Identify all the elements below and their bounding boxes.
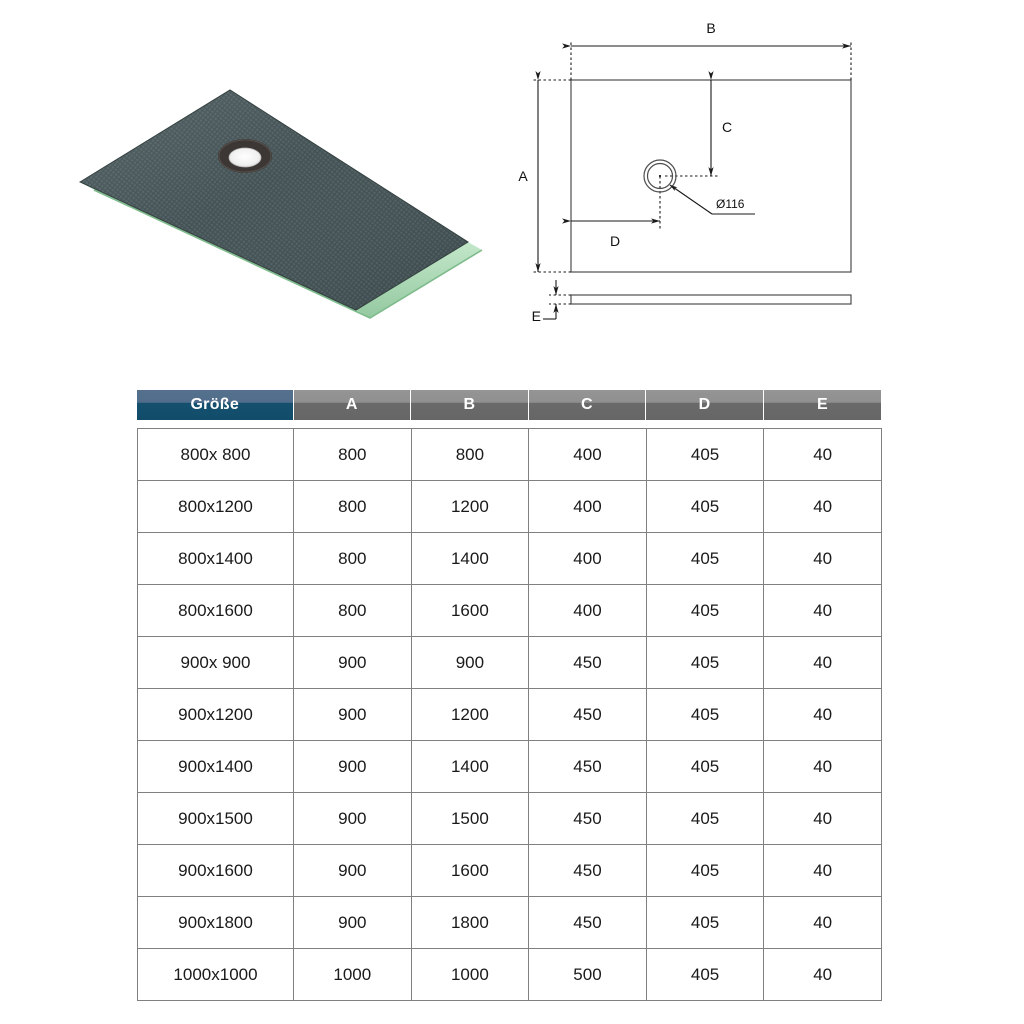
dim-label-a: A: [518, 168, 528, 184]
cell-e: 40: [764, 949, 882, 1001]
table-row: [138, 585, 882, 637]
cell-b: 1600: [411, 845, 529, 897]
cell-size: 900x 900: [138, 637, 294, 689]
column-header-c: C: [528, 390, 646, 420]
table-row: [138, 689, 882, 741]
cell-c: 500: [529, 949, 647, 1001]
cell-a: 800: [294, 429, 412, 481]
cell-c: 450: [529, 689, 647, 741]
column-header-size: Größe: [137, 390, 293, 420]
cell-b: 800: [411, 429, 529, 481]
cell-d: 405: [646, 689, 764, 741]
cell-d: 405: [646, 741, 764, 793]
cell-e: 40: [764, 637, 882, 689]
technical-drawing: [505, 8, 905, 348]
dim-label-diameter: Ø116: [716, 197, 745, 211]
column-header-b: B: [411, 390, 529, 420]
column-header-e: E: [763, 390, 881, 420]
cell-c: 450: [529, 897, 647, 949]
cell-a: 800: [294, 585, 412, 637]
cell-e: 40: [764, 533, 882, 585]
cell-a: 900: [294, 637, 412, 689]
cell-b: 1400: [411, 741, 529, 793]
table-row: [138, 533, 882, 585]
cell-b: 1600: [411, 585, 529, 637]
spec-table-header: [137, 390, 881, 420]
cell-b: 1500: [411, 793, 529, 845]
cell-a: 900: [294, 897, 412, 949]
cell-d: 405: [646, 533, 764, 585]
specification-table: [137, 390, 881, 1001]
table-row: [138, 741, 882, 793]
cell-size: 800x1400: [138, 533, 294, 585]
cell-size: 800x1600: [138, 585, 294, 637]
table-header-row: [137, 390, 881, 420]
cell-e: 40: [764, 481, 882, 533]
cell-e: 40: [764, 741, 882, 793]
cell-c: 400: [529, 533, 647, 585]
cell-b: 900: [411, 637, 529, 689]
table-row: [138, 481, 882, 533]
table-row: [138, 845, 882, 897]
cell-d: 405: [646, 897, 764, 949]
cell-a: 1000: [294, 949, 412, 1001]
cell-a: 800: [294, 533, 412, 585]
cell-a: 900: [294, 689, 412, 741]
product-3d-render: [70, 60, 500, 330]
cell-e: 40: [764, 585, 882, 637]
dim-label-d: D: [609, 233, 621, 249]
table-row: [138, 793, 882, 845]
cell-d: 405: [646, 429, 764, 481]
column-header-a: A: [293, 390, 411, 420]
cell-b: 1200: [411, 481, 529, 533]
cell-e: 40: [764, 793, 882, 845]
cell-size: 1000x1000: [138, 949, 294, 1001]
dim-label-c: C: [721, 119, 733, 135]
drain-centre-mark: [659, 175, 661, 177]
side-profile-view: [571, 295, 851, 304]
cell-d: 405: [646, 845, 764, 897]
cell-c: 400: [529, 481, 647, 533]
cell-a: 800: [294, 481, 412, 533]
cell-c: 450: [529, 793, 647, 845]
cell-size: 900x1400: [138, 741, 294, 793]
cell-b: 1800: [411, 897, 529, 949]
cell-size: 900x1200: [138, 689, 294, 741]
illustration-area: [0, 0, 1024, 370]
cell-e: 40: [764, 845, 882, 897]
cell-c: 450: [529, 637, 647, 689]
cell-b: 1200: [411, 689, 529, 741]
cell-b: 1000: [411, 949, 529, 1001]
cell-a: 900: [294, 793, 412, 845]
table-row: [138, 429, 882, 481]
cell-a: 900: [294, 845, 412, 897]
cell-size: 900x1600: [138, 845, 294, 897]
diameter-leader-line: [670, 185, 712, 214]
column-header-d: D: [646, 390, 764, 420]
cell-d: 405: [646, 793, 764, 845]
spec-table-body: [137, 428, 882, 1001]
cell-d: 405: [646, 637, 764, 689]
cell-c: 450: [529, 845, 647, 897]
cell-d: 405: [646, 949, 764, 1001]
cell-b: 1400: [411, 533, 529, 585]
header-body-gap: [137, 420, 881, 428]
table-row: [138, 949, 882, 1001]
cell-e: 40: [764, 897, 882, 949]
cell-c: 450: [529, 741, 647, 793]
cell-size: 900x1500: [138, 793, 294, 845]
dim-label-b: B: [706, 20, 716, 36]
dim-label-e: E: [531, 308, 541, 324]
cell-a: 900: [294, 741, 412, 793]
cell-c: 400: [529, 429, 647, 481]
cell-size: 800x 800: [138, 429, 294, 481]
drain-hole: [218, 139, 272, 173]
cell-size: 900x1800: [138, 897, 294, 949]
cell-e: 40: [764, 429, 882, 481]
cell-d: 405: [646, 585, 764, 637]
table-row: [138, 637, 882, 689]
cell-d: 405: [646, 481, 764, 533]
cell-e: 40: [764, 689, 882, 741]
cell-size: 800x1200: [138, 481, 294, 533]
cell-c: 400: [529, 585, 647, 637]
table-row: [138, 897, 882, 949]
